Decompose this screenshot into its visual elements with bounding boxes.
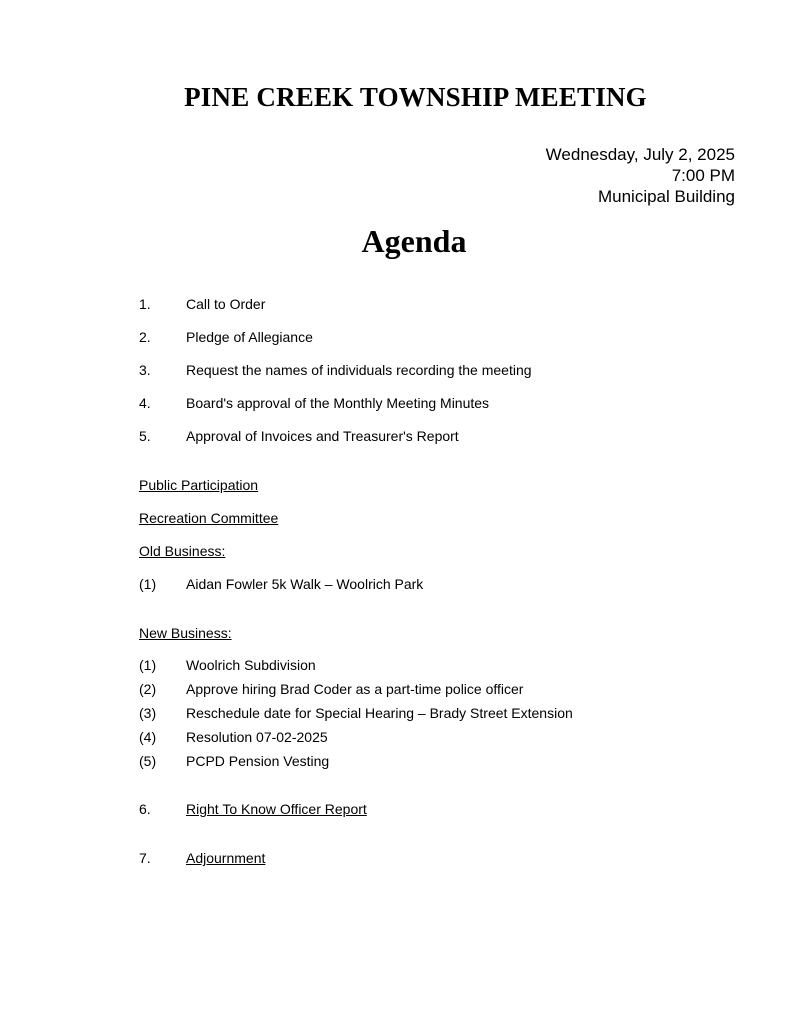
item-text: PCPD Pension Vesting: [186, 753, 330, 769]
item-number: (1): [139, 657, 157, 673]
item-number: 7.: [139, 850, 151, 866]
item-text: Call to Order: [186, 296, 266, 312]
item-text: Board's approval of the Monthly Meeting Minutes: [186, 395, 490, 411]
item-number: (2): [139, 681, 157, 697]
item-number: 5.: [139, 428, 151, 444]
item-text: Approval of Invoices and Treasurer's Report: [186, 428, 459, 444]
section-recreation-committee: Recreation Committee: [139, 510, 279, 526]
item-text: Request the names of individuals recording the meeting: [186, 362, 532, 378]
item-text: Pledge of Allegiance: [186, 329, 313, 345]
item-number: (4): [139, 729, 157, 745]
section-public-participation: Public Participation: [139, 477, 259, 493]
item-number: (3): [139, 705, 157, 721]
item-number: 3.: [139, 362, 151, 378]
agenda-heading: Agenda: [361, 223, 467, 259]
item-number: 1.: [139, 296, 151, 312]
meeting-info: [546, 144, 735, 207]
item-number: 6.: [139, 801, 151, 817]
item-number: 4.: [139, 395, 151, 411]
meeting-time: 7:00 PM: [671, 166, 735, 185]
item-number: 2.: [139, 329, 151, 345]
item-text: Aidan Fowler 5k Walk – Woolrich Park: [186, 576, 424, 592]
item-text: Woolrich Subdivision: [186, 657, 316, 673]
item-number: (1): [139, 576, 157, 592]
section-new-business: New Business:: [139, 625, 232, 641]
item-text: Reschedule date for Special Hearing – Brady Street Extension: [186, 705, 573, 721]
item-text: Right To Know Officer Report: [186, 801, 367, 817]
meeting-location: Municipal Building: [597, 187, 735, 206]
item-text: Adjournment: [186, 850, 266, 866]
page-title: PINE CREEK TOWNSHIP MEETING: [184, 82, 647, 112]
item-text: Approve hiring Brad Coder as a part-time police officer: [186, 681, 524, 697]
item-number: (5): [139, 753, 157, 769]
item-text: Resolution 07-02-2025: [186, 729, 328, 745]
section-old-business: Old Business:: [139, 543, 226, 559]
meeting-date: Wednesday, July 2, 2025: [545, 145, 735, 164]
